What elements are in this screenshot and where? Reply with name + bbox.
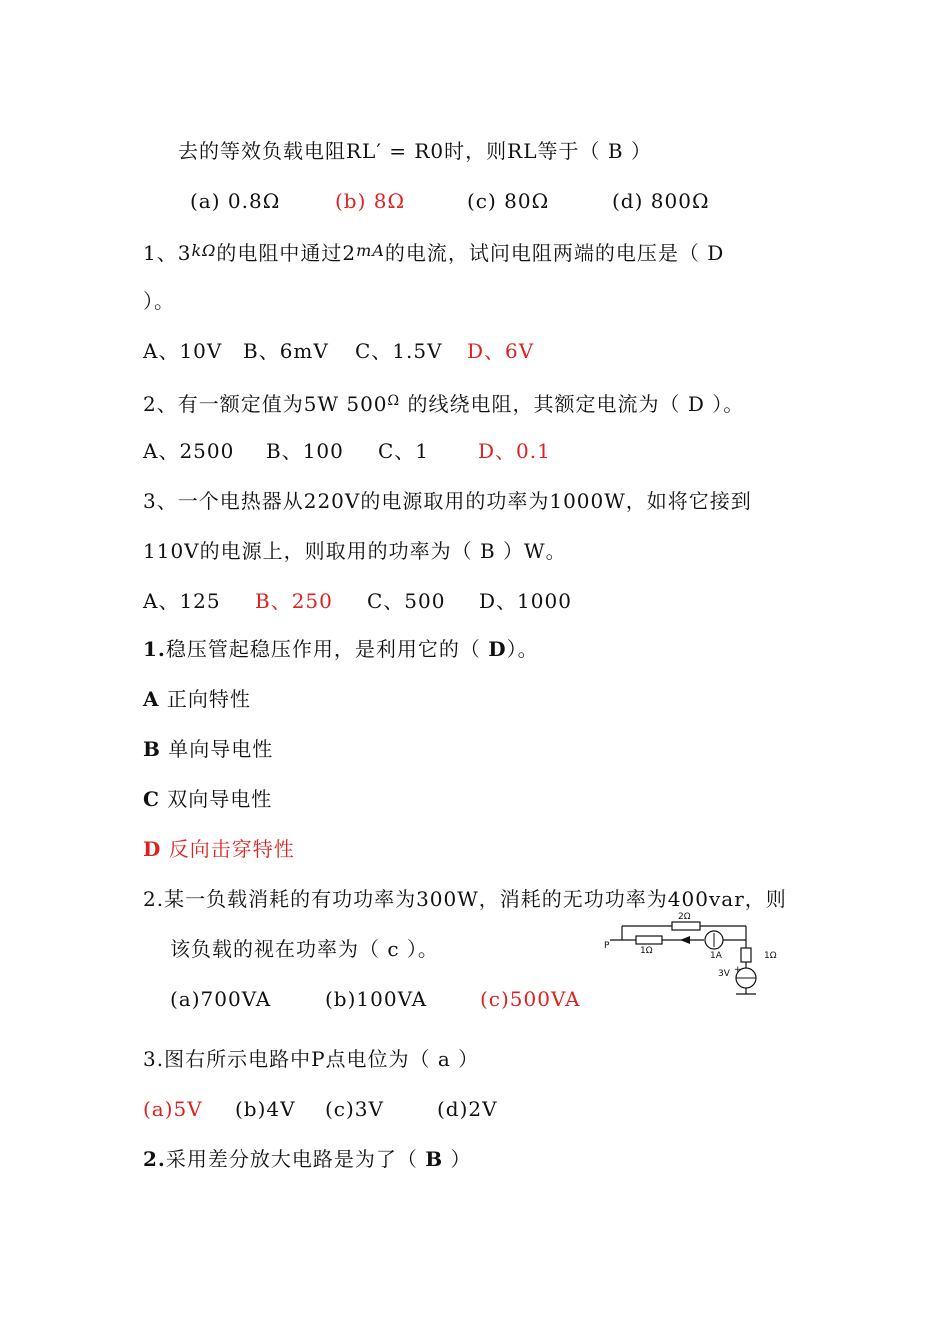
section-1-question: 1.稳压管起稳压作用，是利用它的（ D）。 [143,637,539,661]
answer: D、0.1 [478,439,551,463]
question-3: 3、一个电热器从220V的电源取用的功率为1000W，如将它接到 [143,489,752,513]
section-2-question-cont: 该负载的视在功率为（ c ）。 [170,937,439,961]
svg-text:3V: 3V [718,969,730,979]
question-1: 1、$3^{k\Omega}$的电阻中通过$2^{mA}$的电流，试问电阻两端的电压是（ D [143,241,725,265]
circuit-diagram [600,908,790,998]
option-c: (c) 80Ω [467,189,550,213]
svg-text:1Ω: 1Ω [640,946,653,956]
svg-text:+: + [734,965,742,975]
section-1-option-a: A 正向特性 [143,687,251,711]
section-1-option-c: C 双向导电性 [143,787,273,811]
option-a: (a) 0.8Ω [190,189,281,213]
answer: B、250 [255,589,333,613]
svg-text:2Ω: 2Ω [678,912,691,922]
section-4-question: 2.采用差分放大电路是为了（ B ） [143,1147,472,1171]
resistor-mid [636,936,662,944]
answer: D、6V [467,339,535,363]
svg-text:1A: 1A [710,951,722,961]
question-3-options: A、125 B、250 C、500 D、1000 [143,589,572,613]
question-2: 2、有一额定值为5W $500^\Omega$ 的线绕电阻，其额定电流为（ D ）。 [143,392,745,416]
section-3-options: (a)5V (b)4V (c)3V (d)2V [143,1097,498,1121]
section-3-question: 3.图右所示电路中P点电位为（ a ） [143,1047,480,1071]
question-1-end: ）。 [143,289,175,313]
svg-text:1Ω: 1Ω [764,951,777,961]
line-2-options [190,188,710,214]
answer: (c)500VA [480,987,581,1011]
option-b-answer: (b) 8Ω [335,189,406,213]
line-1: 去的等效负载电阻RL′ = R0时，则RL等于（ B ） [178,139,652,163]
section-1-option-b: B 单向导电性 [143,737,274,761]
answer: (a)5V [143,1097,203,1121]
question-1-options: A、10V B、6mV C、1.5V D、6V [143,339,535,363]
arrow-icon [680,936,690,944]
section-2-question: 2.某一负载消耗的有功功率为300W，消耗的无功功率为400var，则 [143,887,787,911]
node-label-p: P [604,941,610,951]
section-2-options: (a)700VA (b)100VA (c)500VA [170,987,581,1011]
question-3-cont: 110V的电源上，则取用的功率为（ B ）W。 [143,539,567,563]
section-1-option-d-answer: D 反向击穿特性 [143,837,295,861]
resistor-right [741,948,751,962]
question-2-options: A、2500 B、100 C、1 D、0.1 [143,439,551,463]
option-d: (d) 800Ω [612,189,710,213]
resistor-top [672,922,700,930]
